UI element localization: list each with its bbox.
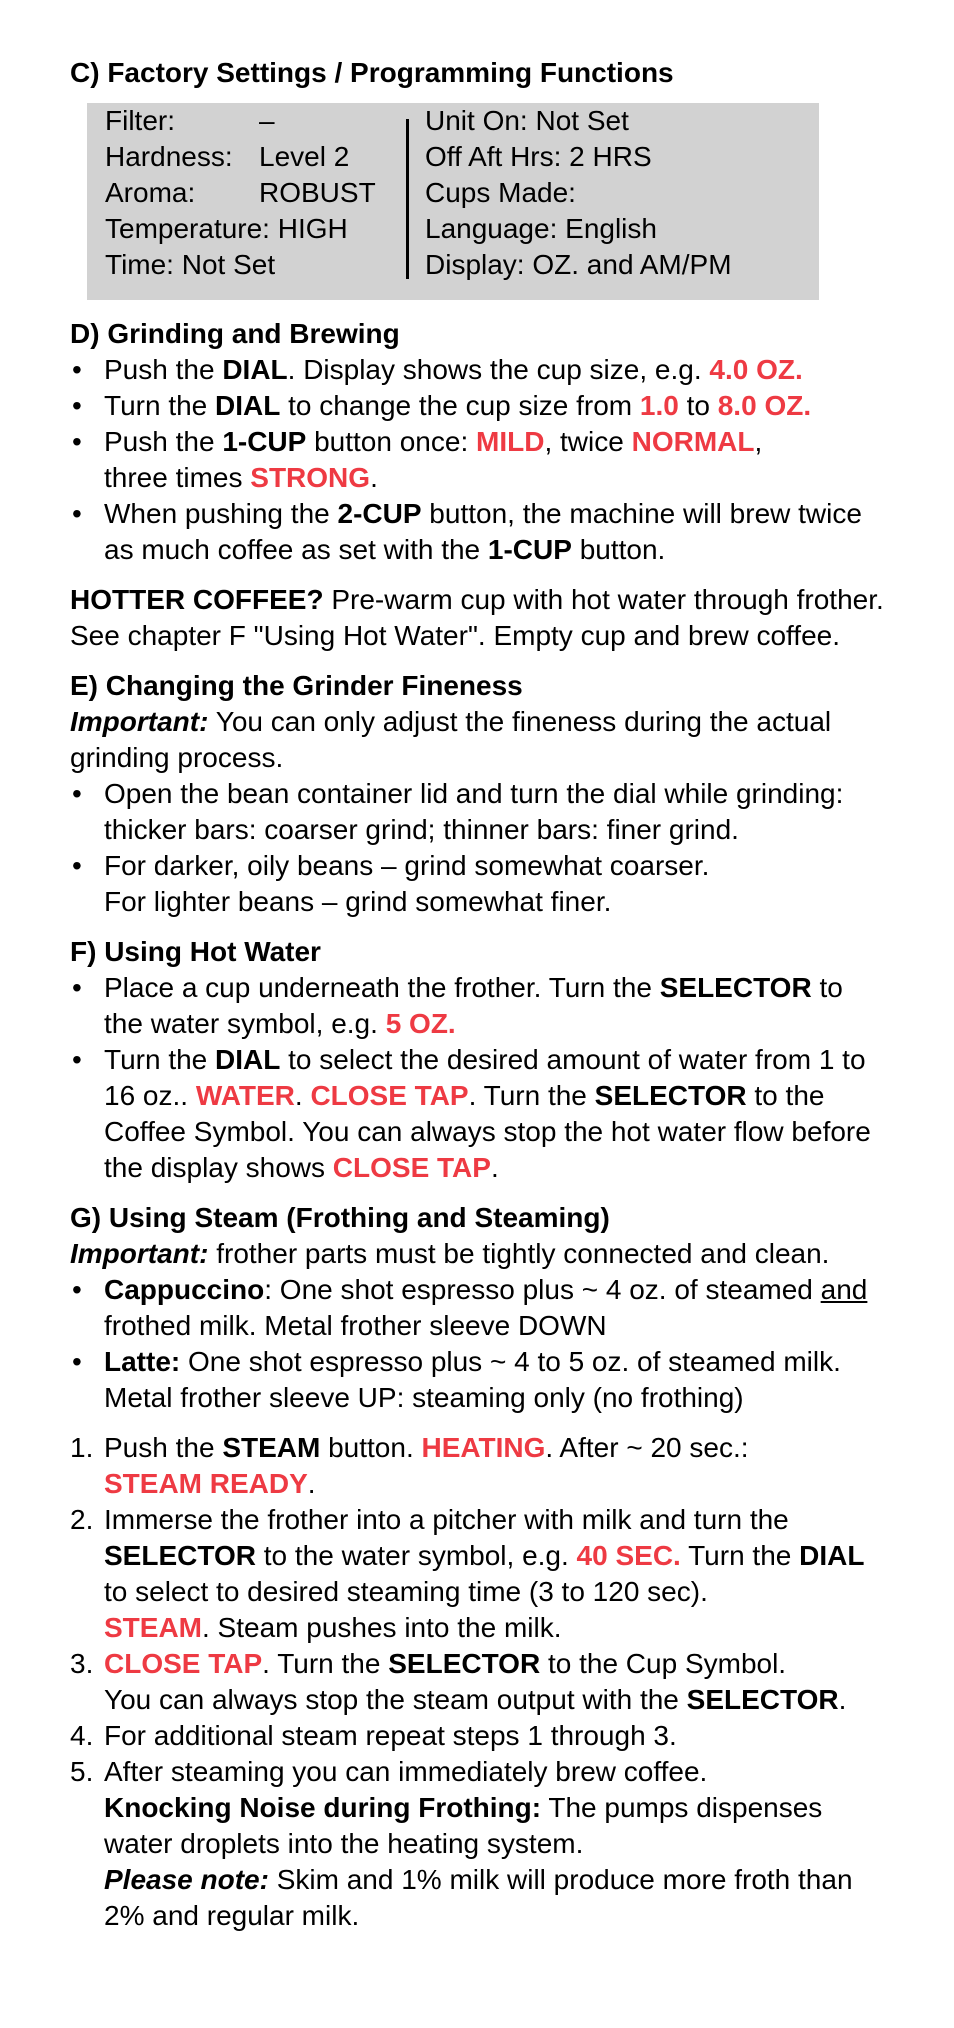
- section-factory-settings: [70, 55, 884, 300]
- list-item: • Turn the DIAL to change the cup size from 1.0 to 8.0 OZ.: [70, 388, 884, 424]
- list-item: • Push the DIAL. Display shows the cup size, e.g. 4.0 OZ.: [70, 352, 884, 388]
- important-note: Important: frother parts must be tightly connected and clean.: [70, 1238, 830, 1269]
- step-item: 5. After steaming you can immediately brew coffee. Knocking Noise during Frothing: The pumps dispenses water droplets into the heating system. Please note: Skim and 1% milk will produce more froth than 2% and regular milk.: [70, 1756, 853, 1931]
- section-heading: D) Grinding and Brewing: [70, 318, 400, 349]
- setting-row: Aroma: ROBUST: [105, 177, 376, 208]
- step-item: 1. Push the STEAM button. HEATING. After ~ 20 sec.: STEAM READY.: [70, 1432, 749, 1499]
- list-item: • When pushing the 2-CUP button, the machine will brew twice as much coffee as set with the 1-CUP button.: [70, 496, 884, 568]
- section-heading: G) Using Steam (Frothing and Steaming): [70, 1202, 610, 1233]
- column-divider: [406, 119, 409, 279]
- step-item: 4. For additional steam repeat steps 1 through 3.: [70, 1720, 677, 1751]
- bullet-list: [70, 776, 884, 920]
- important-note: Important: You can only adjust the fineness during the actual grinding process.: [70, 706, 832, 773]
- section-hot-water: [70, 934, 884, 1186]
- settings-right-column: [425, 103, 732, 283]
- settings-table: [87, 103, 819, 300]
- settings-left-column: [105, 103, 376, 283]
- section-grinding-brewing: [70, 316, 884, 654]
- setting-row: Display: OZ. and AM/PM: [425, 249, 732, 280]
- list-item: • Cappuccino: One shot espresso plus ~ 4 oz. of steamed and frothed milk. Metal frother sleeve DOWN: [70, 1272, 884, 1344]
- list-item: • Open the bean container lid and turn the dial while grinding: thicker bars: coarser grind; thinner bars: finer grind.: [70, 776, 884, 848]
- section-steam: [70, 1200, 884, 1934]
- section-heading: C) Factory Settings / Programming Functions: [70, 57, 674, 88]
- list-item: • Turn the DIAL to select the desired amount of water from 1 to 16 oz.. WATER. CLOSE TAP. Turn the SELECTOR to the Coffee Symbol. You can always stop the hot water flow before the display shows CLOSE TAP.: [70, 1042, 884, 1186]
- hotter-coffee-note: HOTTER COFFEE? Pre-warm cup with hot water through frother. See chapter F "Using Hot Water". Empty cup and brew coffee.: [70, 584, 884, 651]
- setting-row: Temperature: HIGH: [105, 213, 348, 244]
- list-item: • For darker, oily beans – grind somewhat coarser. For lighter beans – grind somewhat finer.: [70, 848, 884, 920]
- setting-row: Off Aft Hrs: 2 HRS: [425, 141, 652, 172]
- setting-row: Language: English: [425, 213, 657, 244]
- setting-row: Unit On: Not Set: [425, 105, 629, 136]
- setting-row: Hardness: Level 2: [105, 141, 350, 172]
- list-item: • Push the 1-CUP button once: MILD, twice NORMAL, three times STRONG.: [70, 424, 884, 496]
- section-grinder-fineness: [70, 668, 884, 920]
- bullet-list: [70, 352, 884, 568]
- setting-row: Cups Made:: [425, 177, 576, 208]
- list-item: • Place a cup underneath the frother. Turn the SELECTOR to the water symbol, e.g. 5 OZ.: [70, 970, 884, 1042]
- step-item: 2. Immerse the frother into a pitcher with milk and turn the SELECTOR to the water symbol, e.g. 40 SEC. Turn the DIAL to select to desired steaming time (3 to 120 sec). STEAM. Steam pushes into the milk.: [70, 1504, 865, 1643]
- list-item: • Latte: One shot espresso plus ~ 4 to 5 oz. of steamed milk. Metal frother sleeve UP: steaming only (no frothing): [70, 1344, 884, 1416]
- bullet-list: [70, 970, 884, 1186]
- numbered-steps: [70, 1430, 884, 1934]
- bullet-list: [70, 1272, 884, 1416]
- setting-row: Filter: –: [105, 105, 275, 136]
- section-heading: E) Changing the Grinder Fineness: [70, 670, 523, 701]
- step-item: 3. CLOSE TAP. Turn the SELECTOR to the Cup Symbol. You can always stop the steam output with the SELECTOR.: [70, 1648, 847, 1715]
- section-heading: F) Using Hot Water: [70, 936, 321, 967]
- setting-row: Time: Not Set: [105, 249, 276, 280]
